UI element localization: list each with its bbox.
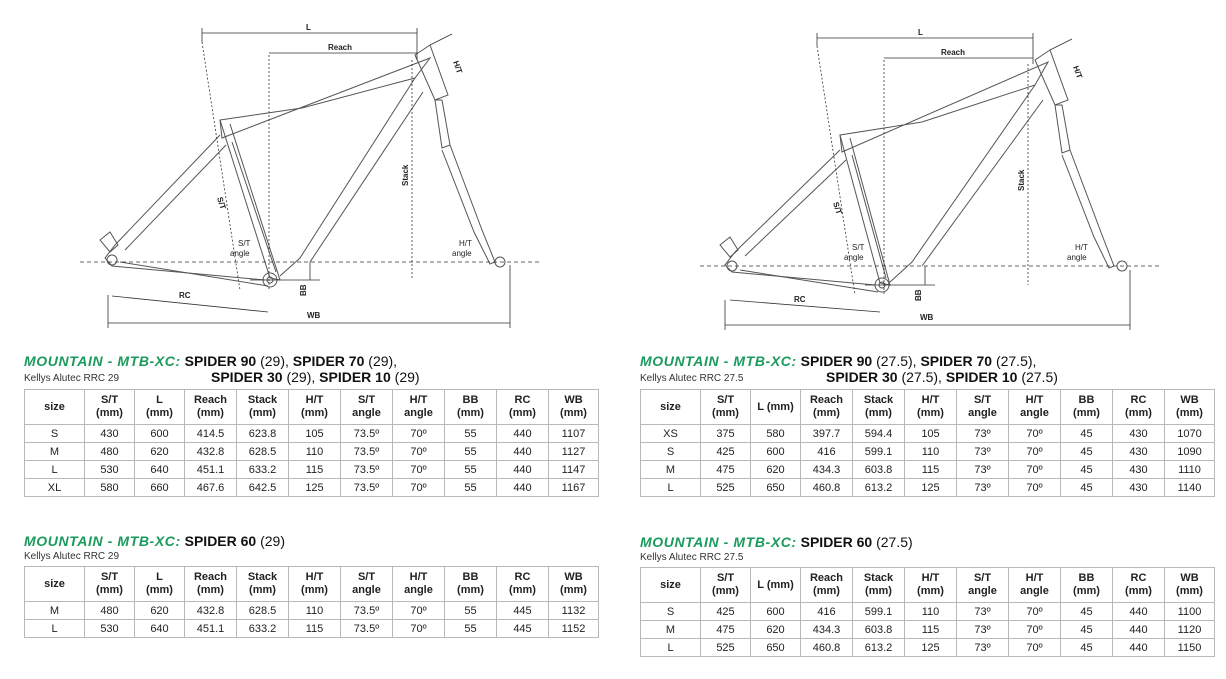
table-cell: 55 [445, 443, 497, 461]
table-header-row [641, 568, 1215, 603]
diagram2-l-label: L [918, 28, 923, 37]
column-header: S/T (mm) [85, 567, 135, 602]
table-cell: 70º [1009, 443, 1061, 461]
table-cell: 600 [135, 425, 185, 443]
diagram-st-angle-1: S/T [238, 239, 251, 248]
model-name: SPIDER 30 [211, 369, 283, 385]
diagram2-bb-label: BB [914, 289, 923, 301]
table-cell: 613.2 [853, 639, 905, 657]
table-cell: 594.4 [853, 425, 905, 443]
table-cell: 530 [85, 620, 135, 638]
table-cell: 425 [701, 443, 751, 461]
column-header: Reach (mm) [801, 568, 853, 603]
table-cell: 70º [1009, 461, 1061, 479]
table-cell: 1127 [549, 443, 599, 461]
table-cell: 451.1 [185, 620, 237, 638]
table-cell: 73.5º [341, 425, 393, 443]
diagram2-st-angle-2: angle [844, 253, 864, 262]
column-header: RC (mm) [1113, 568, 1165, 603]
table-cell: 640 [135, 620, 185, 638]
table-cell: 375 [701, 425, 751, 443]
geometry-table [640, 567, 1215, 657]
column-header: Reach (mm) [185, 390, 237, 425]
table-cell: 642.5 [237, 479, 289, 497]
table-cell: 480 [85, 443, 135, 461]
diagram-rc-label: RC [179, 291, 191, 300]
wheel-size: (27.5), [897, 369, 946, 385]
table-cell: 105 [289, 425, 341, 443]
geometry-table [24, 566, 599, 638]
table-row [25, 479, 599, 497]
column-header: S/T angle [957, 568, 1009, 603]
diagram2-ht-angle-2: angle [1067, 253, 1087, 262]
diagram-ht-angle-1: H/T [459, 239, 472, 248]
table-cell: 633.2 [237, 461, 289, 479]
table-cell: 70º [1009, 425, 1061, 443]
column-header: size [641, 390, 701, 425]
table-cell: 425 [701, 603, 751, 621]
table-cell: 55 [445, 620, 497, 638]
block-title-line1 [640, 353, 1212, 369]
table-cell: XL [25, 479, 85, 497]
table-cell: 1140 [1165, 479, 1215, 497]
table-cell: 115 [289, 461, 341, 479]
block-title-line2-row [24, 369, 598, 385]
geometry-table [640, 389, 1215, 497]
table-cell: 480 [85, 602, 135, 620]
table-cell: 73º [957, 621, 1009, 639]
table-row [25, 425, 599, 443]
model-name: SPIDER 60 [184, 533, 257, 549]
table-cell: 73.5º [341, 620, 393, 638]
frame-diagram-29 [70, 0, 550, 330]
column-header: H/T angle [1009, 568, 1061, 603]
column-header: Reach (mm) [801, 390, 853, 425]
frame-subtitle: Kellys Alutec RRC 27.5 [640, 552, 744, 563]
table-cell: 73.5º [341, 602, 393, 620]
table-cell: 430 [1113, 443, 1165, 461]
table-cell: 1147 [549, 461, 599, 479]
table-cell: 110 [289, 443, 341, 461]
block-title [24, 533, 598, 549]
table-cell: 115 [289, 620, 341, 638]
table-cell: 1110 [1165, 461, 1215, 479]
table-cell: 45 [1061, 621, 1113, 639]
table-cell: 467.6 [185, 479, 237, 497]
column-header: BB (mm) [1061, 390, 1113, 425]
table-cell: 445 [497, 602, 549, 620]
table-cell: 432.8 [185, 602, 237, 620]
table-cell: 70º [393, 443, 445, 461]
table-cell: 73º [957, 425, 1009, 443]
table-cell: 1100 [1165, 603, 1215, 621]
column-header: Reach (mm) [185, 567, 237, 602]
column-header: WB (mm) [549, 567, 599, 602]
table-cell: 110 [289, 602, 341, 620]
table-cell: 73º [957, 461, 1009, 479]
table-cell: 620 [751, 621, 801, 639]
table-cell: 1150 [1165, 639, 1215, 657]
column-header: S/T (mm) [701, 390, 751, 425]
table-row [641, 443, 1215, 461]
table-cell: S [641, 443, 701, 461]
column-header: WB (mm) [1165, 568, 1215, 603]
category-label: MOUNTAIN - MTB-XC: [640, 353, 797, 369]
diagram2-st-label: S/T [831, 200, 844, 216]
table-cell: 70º [393, 602, 445, 620]
table-cell: 650 [751, 479, 801, 497]
column-header: RC (mm) [497, 567, 549, 602]
table-cell: 432.8 [185, 443, 237, 461]
diagram-ht-angle-2: angle [452, 249, 472, 258]
table-row [25, 461, 599, 479]
block-title-line2 [826, 369, 1058, 385]
diagram-wb-label: WB [307, 311, 321, 320]
diagram-st-label: S/T [215, 195, 228, 211]
diagram-ht-label: H/T [451, 59, 464, 75]
table-cell: 599.1 [853, 443, 905, 461]
table-cell: 397.7 [801, 425, 853, 443]
wheel-size: (29), [364, 353, 398, 369]
table-cell: 1090 [1165, 443, 1215, 461]
model-name: SPIDER 10 [319, 369, 391, 385]
frame-diagram-275 [690, 0, 1170, 330]
table-cell: 55 [445, 602, 497, 620]
column-header: H/T (mm) [289, 567, 341, 602]
column-header: L (mm) [135, 567, 185, 602]
table-cell: 70º [393, 461, 445, 479]
table-cell: 1132 [549, 602, 599, 620]
table-row [641, 461, 1215, 479]
table-cell: 125 [289, 479, 341, 497]
table-cell: 475 [701, 621, 751, 639]
block-title-line2-row [640, 369, 1212, 385]
frame-diagram-275-svg [690, 0, 1170, 330]
table-cell: 73º [957, 603, 1009, 621]
table-cell: 620 [135, 443, 185, 461]
frame-diagram-29-svg [70, 0, 550, 330]
table-cell: 430 [85, 425, 135, 443]
model-name: SPIDER 90 [800, 353, 873, 369]
block-title-line1 [24, 353, 598, 369]
table-cell: 55 [445, 479, 497, 497]
diagram2-wb-label: WB [920, 313, 934, 322]
column-header: L (mm) [135, 390, 185, 425]
column-header: WB (mm) [1165, 390, 1215, 425]
table-cell: 73.5º [341, 479, 393, 497]
diagram2-reach-label: Reach [941, 48, 966, 57]
diagram2-stack-label: Stack [1017, 169, 1026, 191]
column-header: Stack (mm) [237, 390, 289, 425]
table-cell: 434.3 [801, 461, 853, 479]
wheel-size: (27.5) [1017, 369, 1058, 385]
column-header: H/T (mm) [905, 390, 957, 425]
table-cell: 416 [801, 603, 853, 621]
table-cell: M [641, 461, 701, 479]
wheel-size: (27.5), [872, 353, 921, 369]
table-cell: S [25, 425, 85, 443]
table-cell: 660 [135, 479, 185, 497]
table-cell: 650 [751, 639, 801, 657]
column-header: S/T angle [341, 390, 393, 425]
table-cell: 73.5º [341, 461, 393, 479]
diagram2-rc-label: RC [794, 295, 806, 304]
column-header: S/T angle [957, 390, 1009, 425]
column-header: size [641, 568, 701, 603]
table-cell: 45 [1061, 479, 1113, 497]
table-cell: 440 [1113, 639, 1165, 657]
diagram2-ht-label: H/T [1071, 64, 1084, 80]
table-cell: L [641, 639, 701, 657]
table-cell: 1070 [1165, 425, 1215, 443]
block-title [640, 534, 1212, 550]
category-label: MOUNTAIN - MTB-XC: [24, 533, 181, 549]
table-cell: 1107 [549, 425, 599, 443]
table-cell: 640 [135, 461, 185, 479]
column-header: BB (mm) [445, 567, 497, 602]
table-cell: 430 [1113, 425, 1165, 443]
column-header: L (mm) [751, 390, 801, 425]
wheel-size: (29) [256, 533, 286, 549]
table-cell: 525 [701, 479, 751, 497]
column-header: H/T (mm) [289, 390, 341, 425]
column-header: S/T angle [341, 567, 393, 602]
table-row [641, 425, 1215, 443]
table-cell: 70º [1009, 621, 1061, 639]
diagram2-ht-angle-1: H/T [1075, 243, 1088, 252]
table-row [25, 602, 599, 620]
table-cell: 603.8 [853, 621, 905, 639]
geometry-block-29-main [24, 353, 598, 497]
table-cell: 73º [957, 479, 1009, 497]
frame-subtitle: Kellys Alutec RRC 29 [24, 373, 120, 384]
table-row [641, 603, 1215, 621]
table-cell: 600 [751, 443, 801, 461]
diagram-reach-label: Reach [328, 43, 353, 52]
column-header: WB (mm) [549, 390, 599, 425]
column-header: H/T angle [1009, 390, 1061, 425]
column-header: H/T angle [393, 390, 445, 425]
table-cell: S [641, 603, 701, 621]
column-header: size [25, 567, 85, 602]
frame-subtitle: Kellys Alutec RRC 29 [24, 551, 120, 562]
table-cell: L [25, 620, 85, 638]
diagram-l-label: L [306, 23, 311, 32]
table-cell: 430 [1113, 461, 1165, 479]
column-header: RC (mm) [1113, 390, 1165, 425]
table-cell: 628.5 [237, 443, 289, 461]
table-cell: 620 [135, 602, 185, 620]
table-cell: 525 [701, 639, 751, 657]
model-name: SPIDER 90 [184, 353, 257, 369]
table-cell: 73º [957, 443, 1009, 461]
table-cell: 440 [497, 479, 549, 497]
column-header: Stack (mm) [853, 390, 905, 425]
table-cell: 70º [393, 620, 445, 638]
table-cell: 45 [1061, 461, 1113, 479]
table-cell: 45 [1061, 603, 1113, 621]
column-header: Stack (mm) [237, 567, 289, 602]
table-cell: M [641, 621, 701, 639]
table-cell: 105 [905, 425, 957, 443]
model-name: SPIDER 30 [826, 369, 898, 385]
table-cell: 414.5 [185, 425, 237, 443]
wheel-size: (29), [256, 353, 293, 369]
table-row [641, 479, 1215, 497]
column-header: Stack (mm) [853, 568, 905, 603]
table-cell: 599.1 [853, 603, 905, 621]
column-header: BB (mm) [445, 390, 497, 425]
table-cell: 125 [905, 479, 957, 497]
table-cell: 1167 [549, 479, 599, 497]
table-cell: 115 [905, 461, 957, 479]
table-cell: 440 [1113, 621, 1165, 639]
column-header: H/T angle [393, 567, 445, 602]
column-header: S/T (mm) [701, 568, 751, 603]
table-header-row [25, 390, 599, 425]
table-cell: 434.3 [801, 621, 853, 639]
diagram2-st-angle-1: S/T [852, 243, 865, 252]
table-cell: 73º [957, 639, 1009, 657]
table-cell: 623.8 [237, 425, 289, 443]
table-cell: 70º [1009, 603, 1061, 621]
table-cell: 613.2 [853, 479, 905, 497]
wheel-size: (27.5) [872, 534, 913, 550]
diagram-bb-label: BB [299, 284, 308, 296]
column-header: BB (mm) [1061, 568, 1113, 603]
category-label: MOUNTAIN - MTB-XC: [640, 534, 797, 550]
table-cell: 110 [905, 603, 957, 621]
frame-subtitle: Kellys Alutec RRC 27.5 [640, 373, 744, 384]
table-cell: 445 [497, 620, 549, 638]
table-row [25, 620, 599, 638]
table-cell: 70º [1009, 639, 1061, 657]
table-cell: 600 [751, 603, 801, 621]
table-row [25, 443, 599, 461]
model-name: SPIDER 70 [292, 353, 365, 369]
table-cell: 416 [801, 443, 853, 461]
table-cell: 55 [445, 461, 497, 479]
table-cell: 530 [85, 461, 135, 479]
table-cell: 115 [905, 621, 957, 639]
table-cell: M [25, 602, 85, 620]
geometry-block-275-main [640, 353, 1212, 497]
table-cell: 440 [497, 425, 549, 443]
table-cell: L [25, 461, 85, 479]
model-name: SPIDER 70 [920, 353, 993, 369]
table-cell: 73.5º [341, 443, 393, 461]
table-cell: 45 [1061, 425, 1113, 443]
table-cell: 55 [445, 425, 497, 443]
table-cell: 440 [497, 443, 549, 461]
table-cell: 603.8 [853, 461, 905, 479]
table-cell: 475 [701, 461, 751, 479]
table-cell: 460.8 [801, 639, 853, 657]
wheel-size: (27.5), [992, 353, 1037, 369]
table-row [641, 621, 1215, 639]
table-cell: L [641, 479, 701, 497]
diagram-stack-label: Stack [401, 164, 410, 186]
geometry-table [24, 389, 599, 497]
table-cell: 110 [905, 443, 957, 461]
table-cell: 628.5 [237, 602, 289, 620]
table-header-row [25, 567, 599, 602]
column-header: size [25, 390, 85, 425]
table-cell: 70º [393, 425, 445, 443]
table-cell: XS [641, 425, 701, 443]
column-header: L (mm) [751, 568, 801, 603]
table-cell: 1120 [1165, 621, 1215, 639]
table-cell: 45 [1061, 639, 1113, 657]
table-header-row [641, 390, 1215, 425]
geometry-block-29-spider60 [24, 533, 598, 638]
table-cell: 460.8 [801, 479, 853, 497]
table-cell: 1152 [549, 620, 599, 638]
model-name: SPIDER 60 [800, 534, 873, 550]
column-header: S/T (mm) [85, 390, 135, 425]
model-name: SPIDER 10 [945, 369, 1018, 385]
diagram-st-angle-2: angle [230, 249, 250, 258]
wheel-size: (29) [390, 369, 420, 385]
category-label: MOUNTAIN - MTB-XC: [24, 353, 181, 369]
table-cell: 430 [1113, 479, 1165, 497]
table-cell: M [25, 443, 85, 461]
table-cell: 70º [393, 479, 445, 497]
table-cell: 440 [497, 461, 549, 479]
table-cell: 125 [905, 639, 957, 657]
table-cell: 451.1 [185, 461, 237, 479]
table-cell: 440 [1113, 603, 1165, 621]
column-header: H/T (mm) [905, 568, 957, 603]
table-cell: 580 [85, 479, 135, 497]
table-cell: 70º [1009, 479, 1061, 497]
table-cell: 620 [751, 461, 801, 479]
wheel-size: (29), [282, 369, 320, 385]
table-cell: 633.2 [237, 620, 289, 638]
column-header: RC (mm) [497, 390, 549, 425]
table-cell: 580 [751, 425, 801, 443]
block-title-line2 [211, 369, 420, 385]
table-cell: 45 [1061, 443, 1113, 461]
table-row [641, 639, 1215, 657]
geometry-block-275-spider60 [640, 534, 1212, 657]
